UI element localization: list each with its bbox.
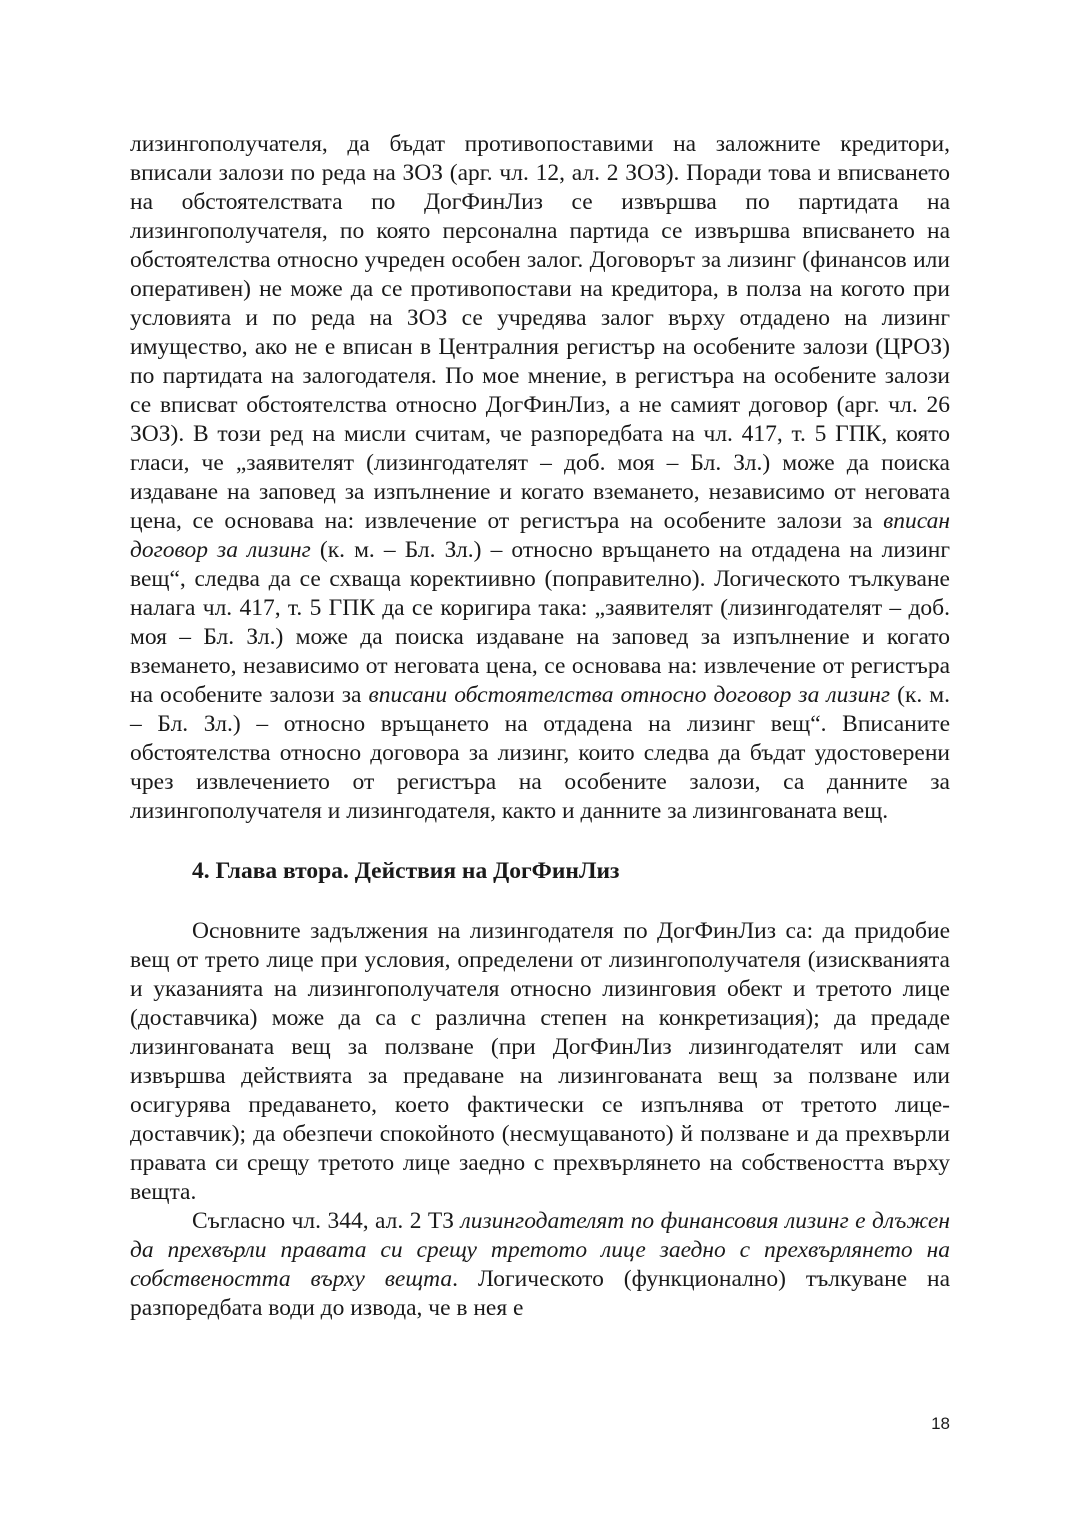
paragraph-obligations: Основните задължения на лизингодателя по ДогФинЛиз са: да придобие вещ от трето лице при условия, определени от лизингополучателя (изискванията и указанията на лизингополучателя относно лизинговия обект и третото лице (доставчика) може да са с различна степен на конкретизация); да предаде лизингованата вещ за ползване (при ДогФинЛиз лизингодателят или сам извършва действията за предаване на лизингованата вещ за ползване или осигурява предаването, което фактически се изпълнява от третото лице-доставчик); да обезпечи спокойното (несмущаваното) й ползване и да прехвърли правата си срещу третото лице заедно с прехвърлянето на собствеността върху вещта. <box>130 918 950 1205</box>
paragraph1-text-c: (к. м. – Бл. Зл.) – относно връщането на отдадена на лизинг вещ“. Вписаните обстоятелства относно договора за лизинг, които следва да бъдат удостоверени чрез извлечението от регистъра на особените залози, са данните за лизингополучателя и лизингодателя, както и данните за лизингованата вещ. <box>130 682 951 824</box>
paragraph1-emphasis-2: вписани обстоятелства относно договор за лизинг <box>368 682 891 708</box>
paragraph1-text-b: (к. м. – Бл. Зл.) – относно връщането на отдадена на лизинг вещ“, следва да се схваща коректиивно (поправително). Логическото тълкуване налага чл. 417, т. 5 ГПК да се коригира така: „заявителят (лизингодателят – доб. моя – Бл. Зл.) може да поиска издаване на заповед за изпълнение и когато вземането, независимо от неговата цена, се основава на: извлечение от регистъра на особените залози за <box>130 537 951 708</box>
paragraph-article-344 <box>130 1207 950 1323</box>
paragraph3-emphasis: лизингодателят по финансовия лизинг е длъжен да прехвърли правата си срещу третото лице заедно с прехвърлянето на собствеността върху вещта <box>130 1208 951 1292</box>
paragraph1-emphasis-1: вписан договор за лизинг <box>130 508 950 563</box>
paragraph3-text-b: . Логическото (функционално) тълкуване на разпоредбата води до извода, че в нея е <box>130 1266 950 1321</box>
paragraph3-text-a: Съгласно чл. 344, ал. 2 ТЗ <box>192 1208 461 1234</box>
page-number: 18 <box>931 1414 950 1433</box>
paragraph1-text-a: лизингополучателя, да бъдат противопоставими на заложните кредитори, вписали залози по реда на ЗОЗ (арг. чл. 12, ал. 2 ЗОЗ). Поради това и вписването на обстоятелствата по ДогФинЛиз се извършва по партидата на лизингополучателя, по която персонална партида се извършва вписването на обстоятелства относно учреден особен залог. Договорът за лизинг (финансов или оперативен) не може да се противопостави на кредитора, в полза на когото при условията и по реда на ЗОЗ се учредява залог върху отдадено на лизинг имущество, ако не е вписан в Централния регистър на особените залози (ЦРОЗ) по партидата на залогодателя. По мое мнение, в регистъра на особените залози се вписват обстоятелства относно ДогФинЛиз, а не самият договор (арг. чл. 26 ЗОЗ). В този ред на мисли считам, че разпоредбата на чл. 417, т. 5 ГПК, която гласи, че „заявителят (лизингодателят – доб. моя – Бл. Зл.) може да поиска издаване на заповед за изпълнение и когато вземането, независимо от неговата цена, се основава на: извлечение от регистъра на особените залози за <box>130 131 950 534</box>
page-body <box>130 130 950 1323</box>
section-heading: 4. Глава втора. Действия на ДогФинЛиз <box>192 858 620 884</box>
paragraph-continuation <box>130 130 950 826</box>
